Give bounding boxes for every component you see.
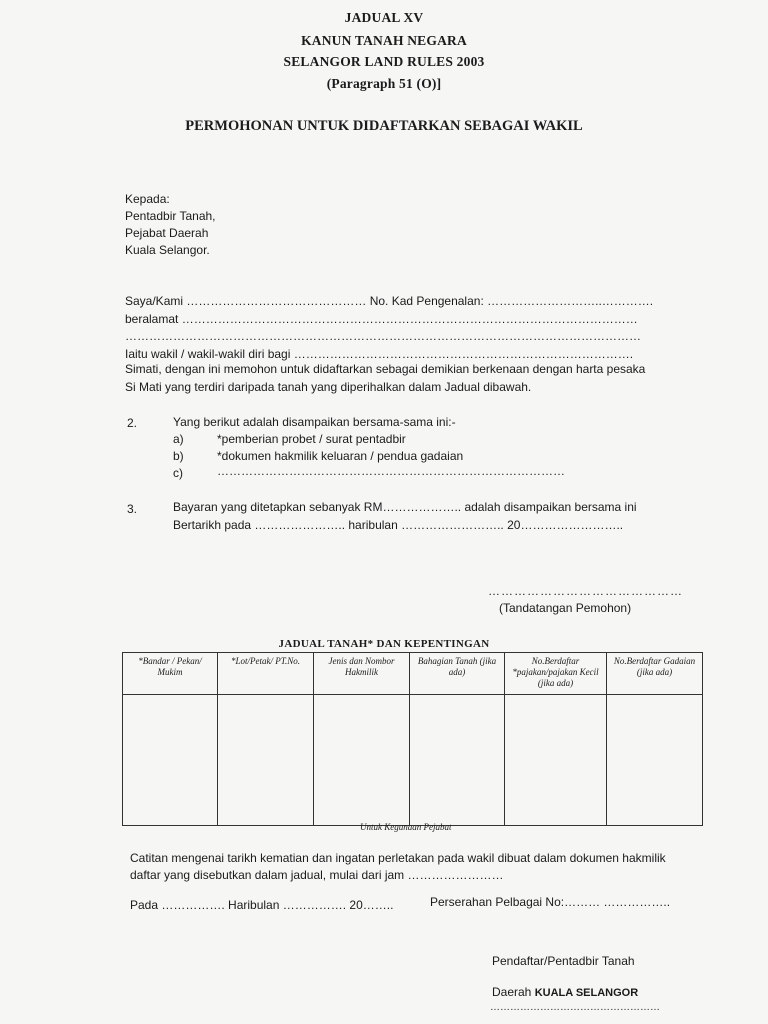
paragraph-ref: (Paragraph 51 (O)]	[326, 76, 442, 91]
item-b-text: *dokumen hakmilik keluaran / pendua gadaian	[217, 449, 464, 463]
presentation-number-field: Perserahan Pelbagai No:……… ……………..	[430, 895, 671, 909]
column-header-lot: *Lot/Petak/ PT.No.	[218, 653, 314, 695]
item-b-label: b)	[173, 449, 184, 463]
applicant-name-field: Saya/Kami ……………………………………… No. Kad Pengenalan: ………………………..………….	[125, 294, 654, 308]
district-name: KUALA SELANGOR	[534, 987, 639, 999]
land-schedule-table	[122, 652, 703, 826]
section-3-number: 3.	[127, 502, 138, 516]
application-statement-2: Si Mati yang terdiri daripada tanah yang diperihalkan dalam Jadual dibawah.	[125, 380, 532, 394]
form-title: PERMOHONAN UNTUK DIDAFTARKAN SEBAGAI WAKIL	[185, 118, 583, 134]
address-line-3: Kuala Selangor.	[125, 243, 210, 257]
address-line-1: Pentadbir Tanah,	[125, 209, 216, 223]
schedule-title: JADUAL TANAH* DAN KEPENTINGAN	[278, 638, 490, 650]
item-a-text: *pemberian probet / surat pentadbir	[217, 432, 406, 446]
table-cell	[410, 695, 505, 826]
application-statement-1: Simati, dengan ini memohon untuk didaftarkan sebagai demikian berkenaan dengan harta pesaka	[125, 362, 646, 376]
column-header-title-type: Jenis dan Nombor Hakmilik	[314, 653, 410, 695]
signature-line: ………………………………………	[488, 584, 683, 598]
district-line	[492, 985, 638, 999]
schedule-number: JADUAL XV	[344, 10, 424, 25]
table-cell	[123, 695, 218, 826]
registrar-signature-line: ……………………………………………	[490, 1002, 660, 1013]
table-cell	[607, 695, 703, 826]
section-2-intro: Yang berikut adalah disampaikan bersama-sama ini:-	[173, 415, 456, 429]
item-a-label: a)	[173, 432, 184, 446]
table-row	[123, 695, 703, 826]
address-to: Kepada:	[125, 192, 170, 206]
office-use-caption: Untuk Kegunaan Pejabat	[360, 822, 452, 832]
rules-name: SELANGOR LAND RULES 2003	[283, 54, 485, 69]
payment-line-2: Bertarikh pada ………………….. haribulan …………………….. 20……………………..	[173, 518, 624, 532]
applicant-address-continuation: …………………………………………………………………………………………………………………	[125, 329, 641, 343]
column-header-charge-number: No.Berdaftar Gadaian (jika ada)	[607, 653, 703, 695]
applicant-address-field: beralamat ……………………………………………………………………………………………………	[125, 312, 638, 326]
address-line-2: Pejabat Daerah	[125, 226, 209, 240]
death-note-line-1: Catitan mengenai tarikh kematian dan ingatan perletakan pada wakil dibuat dalam dokumen hakmilik	[130, 851, 666, 865]
date-field: Pada ……………. Haribulan ……………. 20……..	[130, 898, 394, 912]
registrar-title: Pendaftar/Pentadbir Tanah	[492, 954, 635, 968]
representative-field: Iaitu wakil / wakil-wakil diri bagi ………………………………………………………………………….	[125, 347, 634, 361]
column-header-lease-number: No.Berdaftar *pajakan/pajakan Kecil (jika ada)	[505, 653, 607, 695]
payment-line-1: Bayaran yang ditetapkan sebanyak RM……………….. adalah disampaikan bersama ini	[173, 500, 637, 514]
table-cell	[218, 695, 314, 826]
table-header-row	[123, 653, 703, 695]
district-label: Daerah	[492, 985, 532, 999]
signature-label: (Tandatangan Pemohon)	[499, 601, 632, 615]
item-c-label: c)	[173, 466, 183, 480]
item-c-text: ……………………………………………………………………………	[217, 464, 565, 478]
death-note-line-2: daftar yang disebutkan dalam jadual, mulai dari jam ……………………	[130, 868, 504, 882]
table-cell	[314, 695, 410, 826]
column-header-land-portion: Bahagian Tanah (jika ada)	[410, 653, 505, 695]
table-cell	[505, 695, 607, 826]
section-2-number: 2.	[127, 416, 138, 430]
column-header-town: *Bandar / Pekan/ Mukim	[123, 653, 218, 695]
act-name: KANUN TANAH NEGARA	[301, 33, 467, 48]
